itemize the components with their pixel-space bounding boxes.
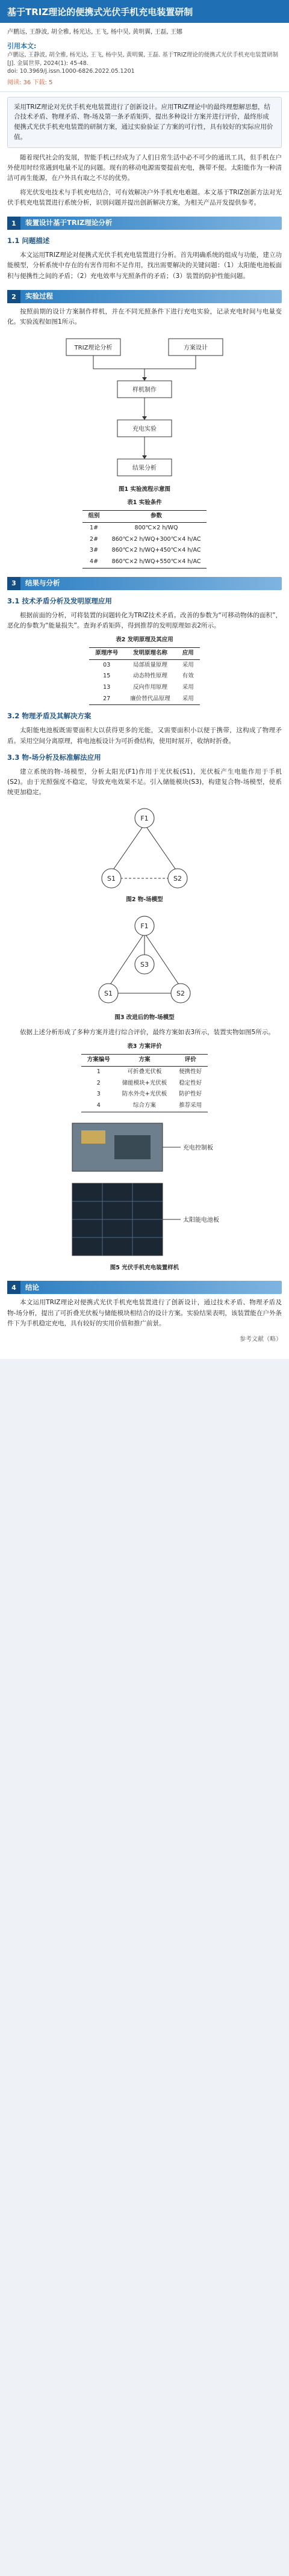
table-row: 1# 800℃×2 h/WQ [90,524,178,531]
figure-1-flowchart [7,333,282,495]
table-row: 27 廉价替代品原理 采用 [89,694,200,705]
figure-caption: 图2 物-场模型 [126,896,163,903]
table-caption: 表1 实验条件 [127,499,162,507]
node-label: S1 [107,874,116,883]
body-paragraph: 本文运用TRIZ理论对便携式光伏手机充电装置进行分析。首先明确系统的组成与功能，建立功能模型，分析系统中存在的有害作用和不足作用，找出需要解决的关键问题：（1）太阳能电池板面积与便携性之间的矛盾；（2）充电效率与光照条件的矛盾；（3）装置的防护性能问题。 [7,251,282,280]
table-row: 2# 860℃×2 h/WQ+300℃×4 h/AC [90,535,201,543]
table-caption: 表3 方案评价 [127,1043,162,1050]
abstract: 采用TRIZ理论对光伏手机充电装置进行了创新设计。应用TRIZ理论中的最终理想解思想，结合技术矛盾、物理矛盾、物-场及第一条矛盾矩阵，提出多种设计方案并进行评价，最终形成便携式光伏手机充电装置的研制方案，通过实验验证了方案的可行性，具有较好的实际应用价值。 [7,97,282,148]
doi-link[interactable]: doi: 10.3969/j.issn.1000-6826.2022.05.1201 [7,68,135,75]
subsection-heading: 3.3 物-场分析及标准解法应用 [7,753,101,762]
flow-box-label: 方案设计 [184,344,208,351]
body-paragraph: 本文运用TRIZ理论对便携式光伏手机充电装置进行了创新设计，通过技术矛盾、物理矛盾及物-场分析，提出了可折叠光伏板与储能模块相结合的设计方案。实验结果表明，该装置能在户外条件下为手机稳定充电，具有较好的实用价值和推广前景。 [7,1299,282,1328]
subsection-heading: 3.1 技术矛盾分析及发明原理应用 [7,596,112,605]
intro-paragraph: 随着现代社会的发展，智能手机已经成为了人们日常生活中必不可少的通讯工具，但手机在户外使用时经常遇到电量不足的问题。现有的移动电源需要提前充电，携带不便。太阳能作为一种清洁可再生能源，在户外具有取之不尽的优势。 [7,153,282,182]
flow-box-label: 样机制作 [132,386,157,393]
node-label: F1 [140,814,149,822]
node-label: S2 [173,874,182,883]
table-row: 4 综合方案 推荐采用 [81,1100,208,1112]
data-table: 组别 参数 1# 800℃×2 h/WQ 2# 860℃×2 h/WQ+300℃×4 h/AC 3# 860℃×2 h/WQ+450℃×4 h/AC 4# 860℃×2 h/WQ+550℃×4 h/AC [82,510,207,569]
figure-label: 充电控制板 [183,1144,213,1151]
flow-box-label: TRIZ理论分析 [74,344,113,351]
data-table: 方案编号 方案 评价 1 可折叠光伏板 便携性好 2 储能模块+光伏板 稳定性好 3 防水外壳+光伏板 防护性好 4 综合方案 推荐采用 [81,1054,208,1112]
body-paragraph: 按照前期的设计方案制作样机，并在不同光照条件下进行充电实验，记录充电时间与电量变化。实验流程如图1所示。 [7,308,282,326]
flowchart-svg [54,333,235,483]
cite-label: 引用本文: [7,42,37,50]
figure-3-improved-model [7,909,282,1023]
data-table: 原理序号 发明原理名称 应用 03 局部质量原理 采用 15 动态特性原理 有效 13 反向作用原理 采用 27 廉价替代品原理 采用 [89,647,200,706]
flow-box-label: 结果分析 [132,464,157,472]
node-label: S3 [140,961,149,969]
figure-5-prototype [7,1117,282,1273]
flow-box-label: 充电实验 [132,425,157,433]
table-2 [7,636,282,705]
table-1 [7,499,282,568]
substance-field-svg [84,803,205,893]
table-row: 03 局部质量原理 采用 [103,661,194,668]
figure-caption: 图3 改进后的物-场模型 [114,1014,175,1021]
table-row: 1 可折叠光伏板 便携性好 [96,1068,202,1075]
citation: 卢鹏远, 王静波, 胡全雅, 杨光达, 王飞, 杨中昊, 黄明翼, 王磊. 基于TRIZ理论的便携式光伏手机充电装置研制[J]. 金属世界, 2024(1): 45-48. [7,51,279,67]
body-paragraph: 依据上述分析形成了多种方案并进行综合评价，最终方案如表3所示，装置实物如图5所示。 [20,1029,275,1037]
improved-model-svg [78,909,211,1011]
title-bar [0,0,289,23]
node-label: F1 [140,922,149,931]
table-row: 13 反向作用原理 采用 [103,684,194,691]
figure-caption: 图5 光伏手机充电装置样机 [110,1264,179,1271]
table-row: 2 储能模块+光伏板 稳定性好 [96,1079,202,1086]
body-paragraph: 太阳能电池板既需要面积大以获得更多的光能，又需要面积小以便于携带，这构成了物理矛盾。采用空间分离原理，将电池板设计为可折叠结构，使用时展开，收纳时折叠。 [7,727,282,745]
table-caption: 表2 发明原理及其应用 [116,636,173,644]
figure-label: 太阳能电池板 [183,1216,219,1224]
table-row: 3 防水外壳+光伏板 防护性好 [96,1091,202,1098]
article-title: 基于TRIZ理论的便携式光伏手机充电装置研制 [7,7,193,17]
subsection-heading: 3.2 物理矛盾及其解决方案 [7,712,92,721]
node-label: S1 [104,990,113,998]
references-note: 参考文献（略） [240,1336,282,1343]
subsection-heading: 1.1 问题描述 [7,236,50,245]
table-row: 15 动态特性原理 有效 [103,673,194,680]
node-label: S2 [176,990,185,998]
figure-2-substance-field [7,803,282,905]
intro-paragraph: 将光伏发电技术与手机充电结合，可有效解决户外手机充电难题。本文基于TRIZ创新方法对光伏手机充电装置进行系统分析，识别问题并提出创新解决方案，为相关产品开发提供参考。 [7,188,282,206]
section-heading-3: 3 结果与分析 [7,577,282,590]
section-heading-1: 1 装置设计基于TRIZ理论分析 [7,217,282,230]
table-row: 3# 860℃×2 h/WQ+450℃×4 h/AC [90,547,201,554]
body-paragraph: 建立系统的物-场模型，分析太阳光(F1)作用于光伏板(S1)，光伏板产生电能作用于手机(S2)。由于光照强度不稳定，导致充电效果不足。引入储能模块(S3)，构建复合物-场模型，使系统更加稳定。 [7,768,282,797]
authors: 卢鹏远, 王静波, 胡全雅, 杨光达, 王飞, 杨中昊, 黄明翼, 王磊, 王娜 [7,29,182,36]
prototype-svg [54,1117,235,1262]
table-row: 4# 860℃×2 h/WQ+550℃×4 h/AC [82,556,207,568]
body-paragraph: 根据前面的分析，可将装置的问题转化为TRIZ技术矛盾。改善的参数为“可移动物体的面积”，恶化的参数为“能量损失”。查询矛盾矩阵，得到推荐的发明原理如表2所示。 [7,611,282,629]
read-download-stats: 阅读: 36 下载: 5 [7,79,53,87]
section-heading-2: 2 实验过程 [7,290,282,303]
article-meta [0,23,289,91]
section-heading-4: 4 结论 [7,1281,282,1294]
table-3 [7,1043,282,1112]
figure-caption: 图1 实验流程示意图 [119,485,170,493]
